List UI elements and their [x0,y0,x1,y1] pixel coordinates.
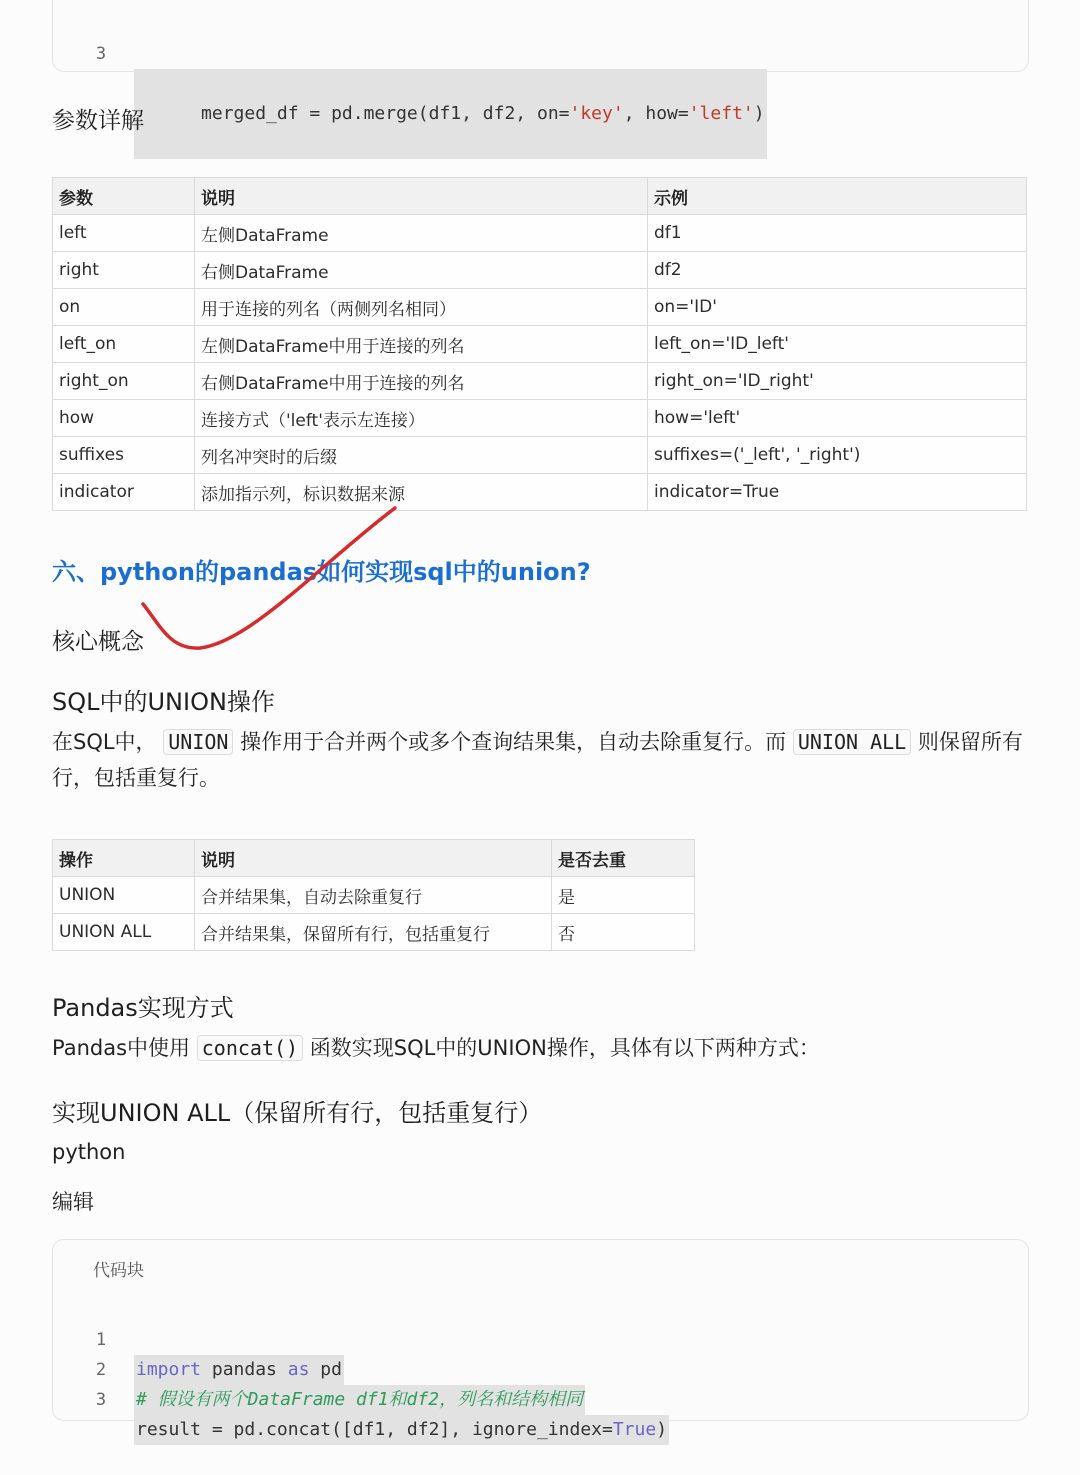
table-cell: left_on='ID_left' [648,326,1027,363]
inline-code: UNION ALL [793,729,911,755]
code-token: result = pd.concat([df1, df2], ignore_index= [136,1419,613,1440]
table-cell: 添加指示列，标识数据来源 [195,474,648,511]
paragraph-text: 在SQL中， [52,730,157,754]
table-header: 说明 [195,840,552,877]
paragraph-text: 函数实现SQL中的UNION操作，具体有以下两种方式： [309,1036,820,1060]
code-token: , how= [623,103,689,124]
param-table [52,177,1027,511]
table-cell: 左侧DataFrame中用于连接的列名 [195,326,648,363]
line-number: 3 [95,1390,107,1410]
code-token: as [287,1359,310,1380]
table-cell: on='ID' [648,289,1027,326]
table-row [53,437,1027,474]
code-token: True [612,1419,657,1440]
table-row [53,914,695,951]
code-text [134,1355,344,1385]
code-comment: # 假设有两个DataFrame df1和df2，列名和结构相同 [136,1389,584,1410]
table-header: 参数 [53,178,195,215]
table-row [53,215,1027,252]
code-token: 'key' [569,103,624,124]
table-cell: df2 [648,252,1027,289]
code-token: import [136,1359,202,1380]
code-text [134,69,767,159]
union-table [52,839,695,951]
param-heading: 参数详解 [52,108,144,134]
table-cell: suffixes=('_left', '_right') [648,437,1027,474]
section-title: 六、python的pandas如何实现sql中的union? [52,558,591,586]
table-cell: df1 [648,215,1027,252]
table-cell: 右侧DataFrame [195,252,648,289]
table-cell: indicator [53,474,195,511]
table-cell: 合并结果集，保留所有行，包括重复行 [195,914,552,951]
sql-union-paragraph [52,724,1027,796]
table-cell: 合并结果集，自动去除重复行 [195,877,552,914]
code-token: pd [309,1359,342,1380]
inline-code: concat() [197,1035,303,1061]
code-text [134,1385,585,1415]
table-cell: 连接方式（'left'表示左连接） [195,400,648,437]
code-token: ) [753,103,765,124]
table-cell: 列名冲突时的后缀 [195,437,648,474]
code-token: 'left' [688,103,754,124]
sql-union-heading: SQL中的UNION操作 [52,688,275,716]
table-cell: 左侧DataFrame [195,215,648,252]
table-row [53,400,1027,437]
code-text [134,1415,669,1445]
bottom-code-block [52,1239,1029,1440]
table-header-row [53,840,695,877]
table-cell: UNION [53,877,195,914]
code-token: ) [656,1419,668,1440]
code-block-label: 代码块 [93,1261,144,1281]
table-cell: left [53,215,195,252]
table-cell: left_on [53,326,195,363]
pandas-paragraph [52,1030,1027,1066]
paragraph-text: 操作用于合并两个或多个查询结果集，自动去除重复行。而 [240,730,787,754]
table-header: 操作 [53,840,195,877]
table-header: 说明 [195,178,648,215]
table-row [53,326,1027,363]
table-cell: right_on='ID_right' [648,363,1027,400]
table-cell: 否 [552,914,695,951]
table-cell: UNION ALL [53,914,195,951]
table-row [53,252,1027,289]
paragraph-text: 则保留所有行，包括重复行。 [52,730,1023,790]
table-header-row [53,178,1027,215]
line-number: 3 [95,44,107,64]
line-number: 2 [95,1360,107,1380]
table-row [53,877,695,914]
code-token: pandas [201,1359,288,1380]
table-row [53,363,1027,400]
code-token: merged_df = pd.merge(df1, df2, on= [201,103,570,124]
table-cell: on [53,289,195,326]
inline-code: UNION [163,729,233,755]
edit-button[interactable]: 编辑 [52,1190,94,1214]
paragraph-text: Pandas中使用 [52,1036,191,1060]
code-line [53,1295,342,1380]
table-cell: how [53,400,195,437]
table-cell: 右侧DataFrame中用于连接的列名 [195,363,648,400]
table-cell: 是 [552,877,695,914]
table-cell: 用于连接的列名（两侧列名相同） [195,289,648,326]
pandas-heading: Pandas实现方式 [52,994,234,1022]
table-row [53,289,1027,326]
table-cell: suffixes [53,437,195,474]
table-cell: how='left' [648,400,1027,437]
table-header: 示例 [648,178,1027,215]
table-header: 是否去重 [552,840,695,877]
core-concept-heading: 核心概念 [52,629,144,655]
union-all-heading: 实现UNION ALL（保留所有行，包括重复行） [52,1099,543,1127]
table-row [53,474,1027,511]
table-cell: right_on [53,363,195,400]
line-number: 1 [95,1330,107,1350]
table-cell: right [53,252,195,289]
table-cell: indicator=True [648,474,1027,511]
code-language-label: python [52,1140,126,1164]
